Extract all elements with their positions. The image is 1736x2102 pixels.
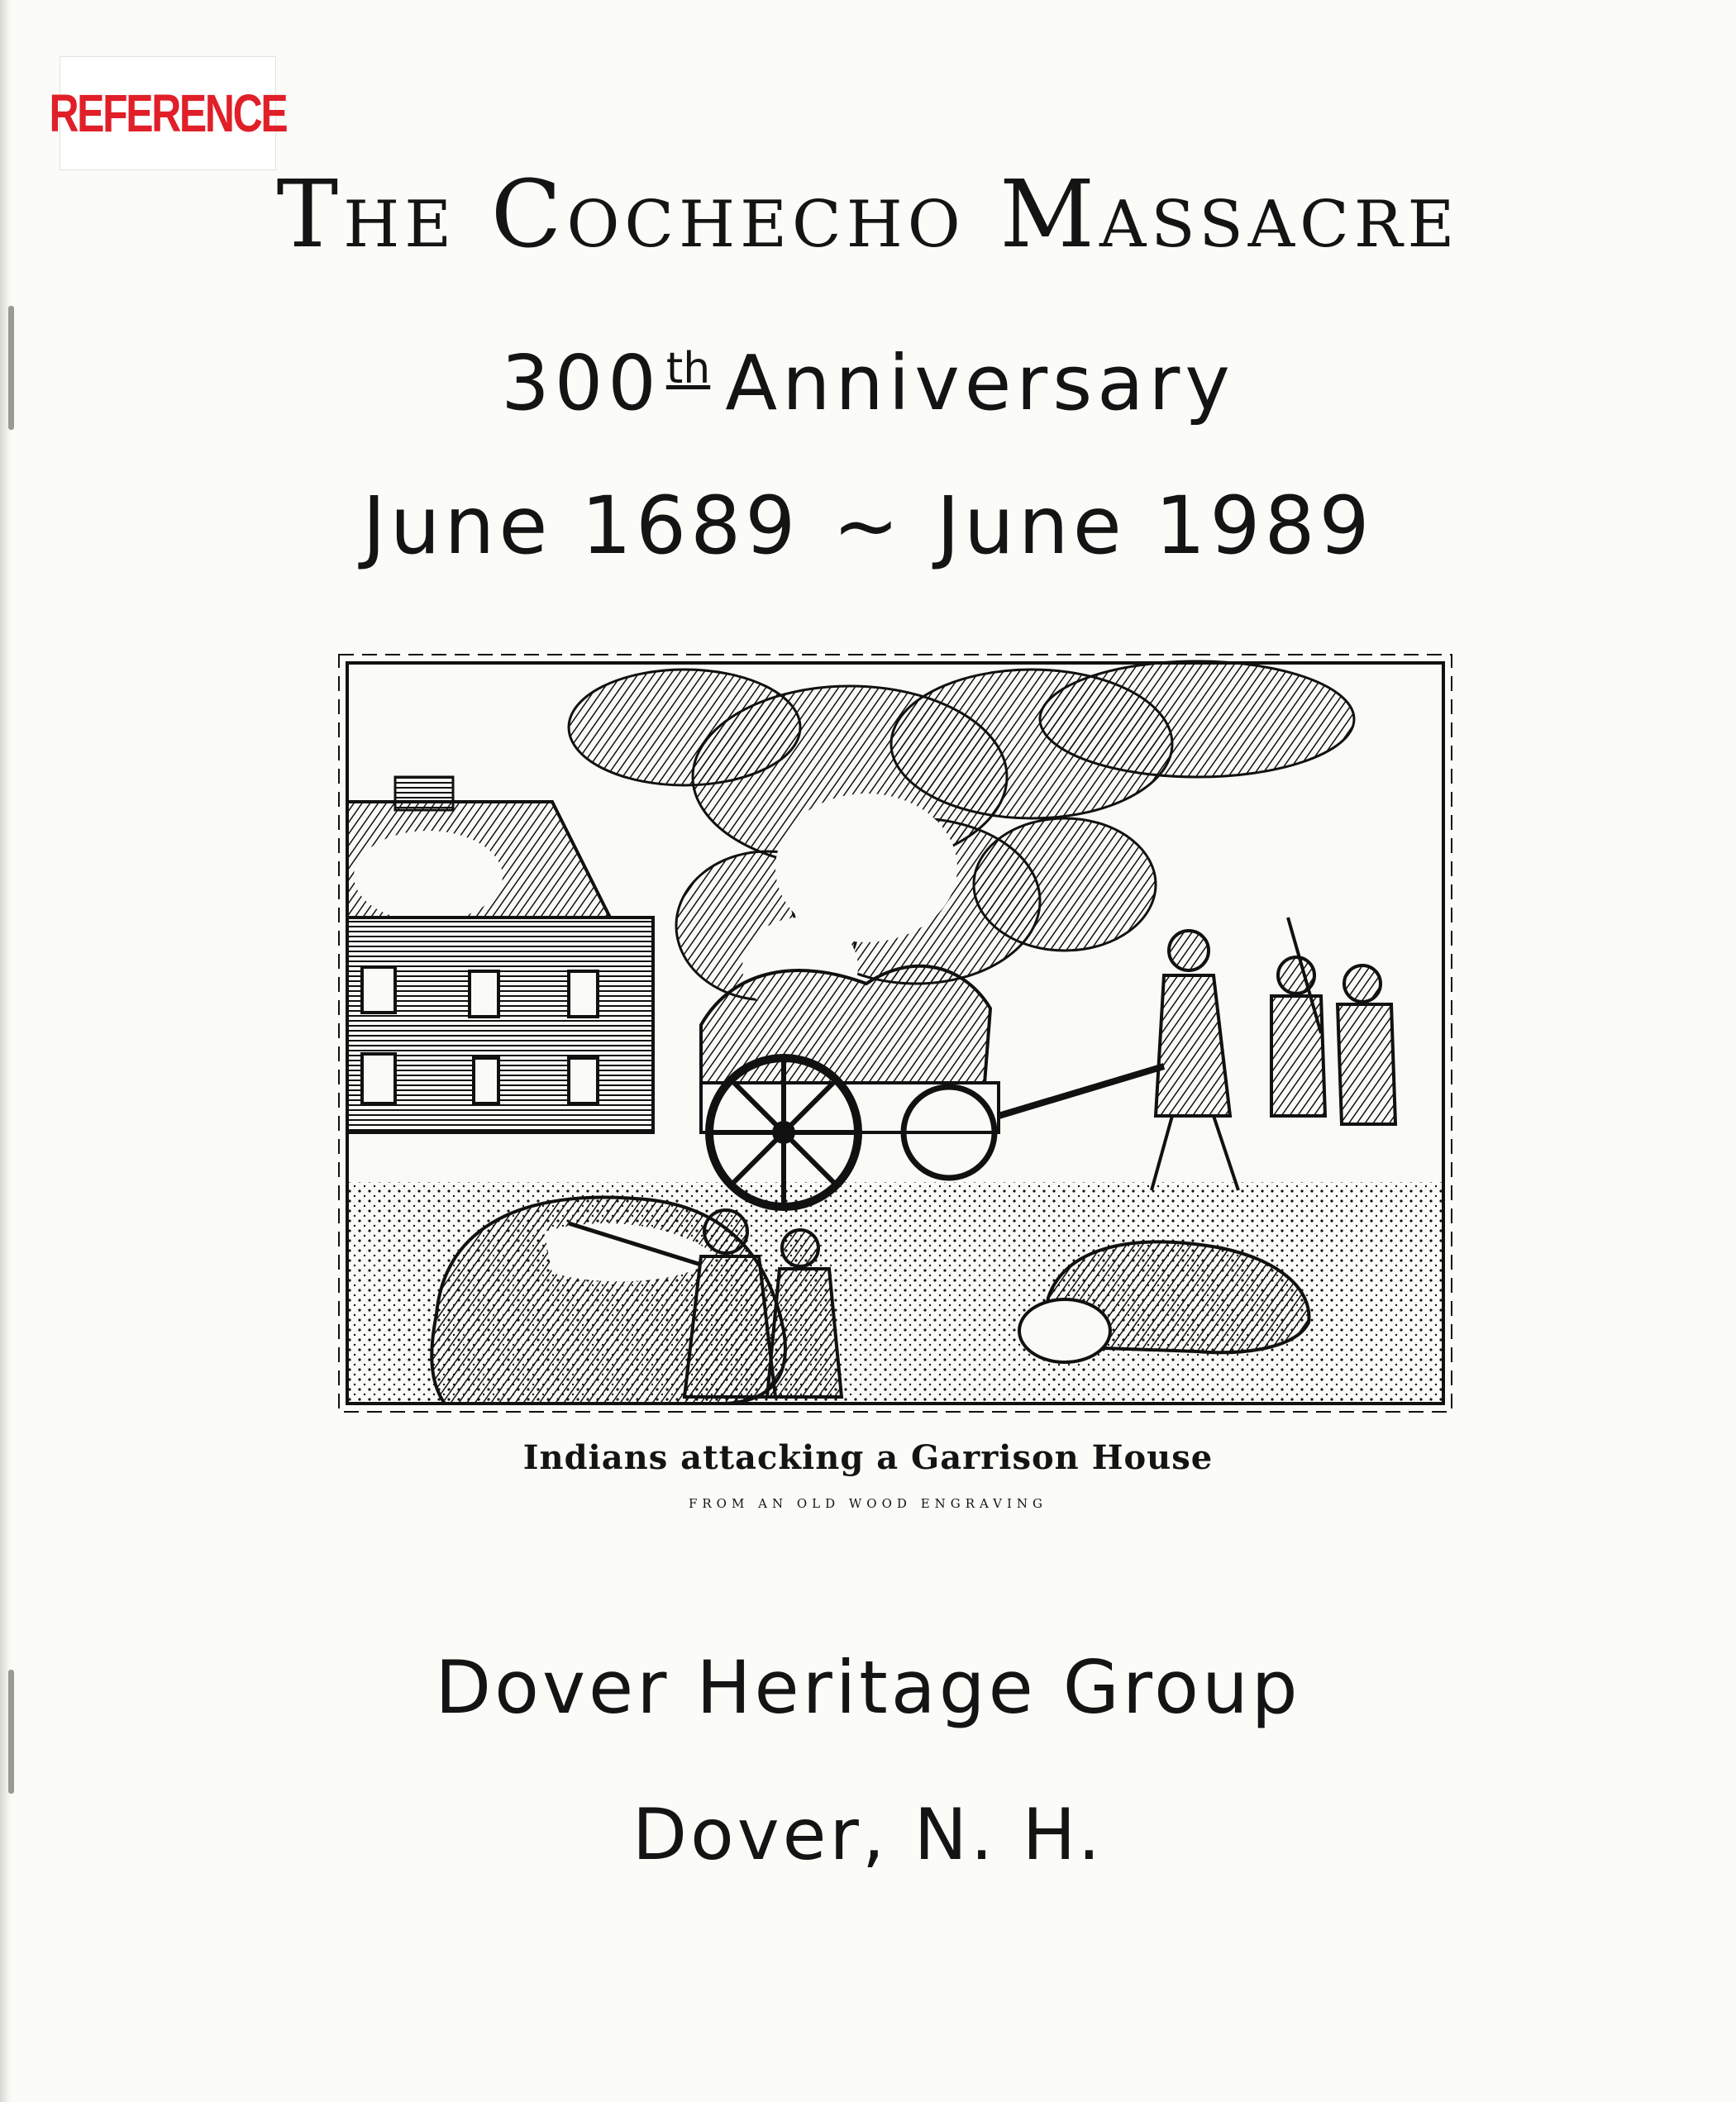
- publisher-location: Dover, N. H.: [632, 1794, 1104, 1876]
- anniversary-suffix: th: [665, 344, 711, 394]
- illustration-credit: FROM AN OLD WOOD ENGRAVING: [688, 1496, 1047, 1511]
- wood-engraving-icon: [337, 653, 1453, 1413]
- anniversary-number: 300: [501, 339, 661, 427]
- date-separator: ~: [832, 479, 904, 572]
- page-title: The Cochecho Massacre: [276, 161, 1460, 269]
- date-end: June 1989: [936, 479, 1374, 572]
- reference-stamp-label: REFERENCE: [49, 83, 287, 143]
- anniversary-line: [0, 339, 1736, 427]
- reference-stamp: [49, 56, 287, 170]
- date-range: [0, 479, 1736, 572]
- anniversary-word: Anniversary: [725, 339, 1235, 427]
- publisher-name: Dover Heritage Group: [435, 1645, 1301, 1730]
- illustration-caption: Indians attacking a Garrison House: [522, 1438, 1214, 1477]
- date-start: June 1689: [362, 479, 800, 572]
